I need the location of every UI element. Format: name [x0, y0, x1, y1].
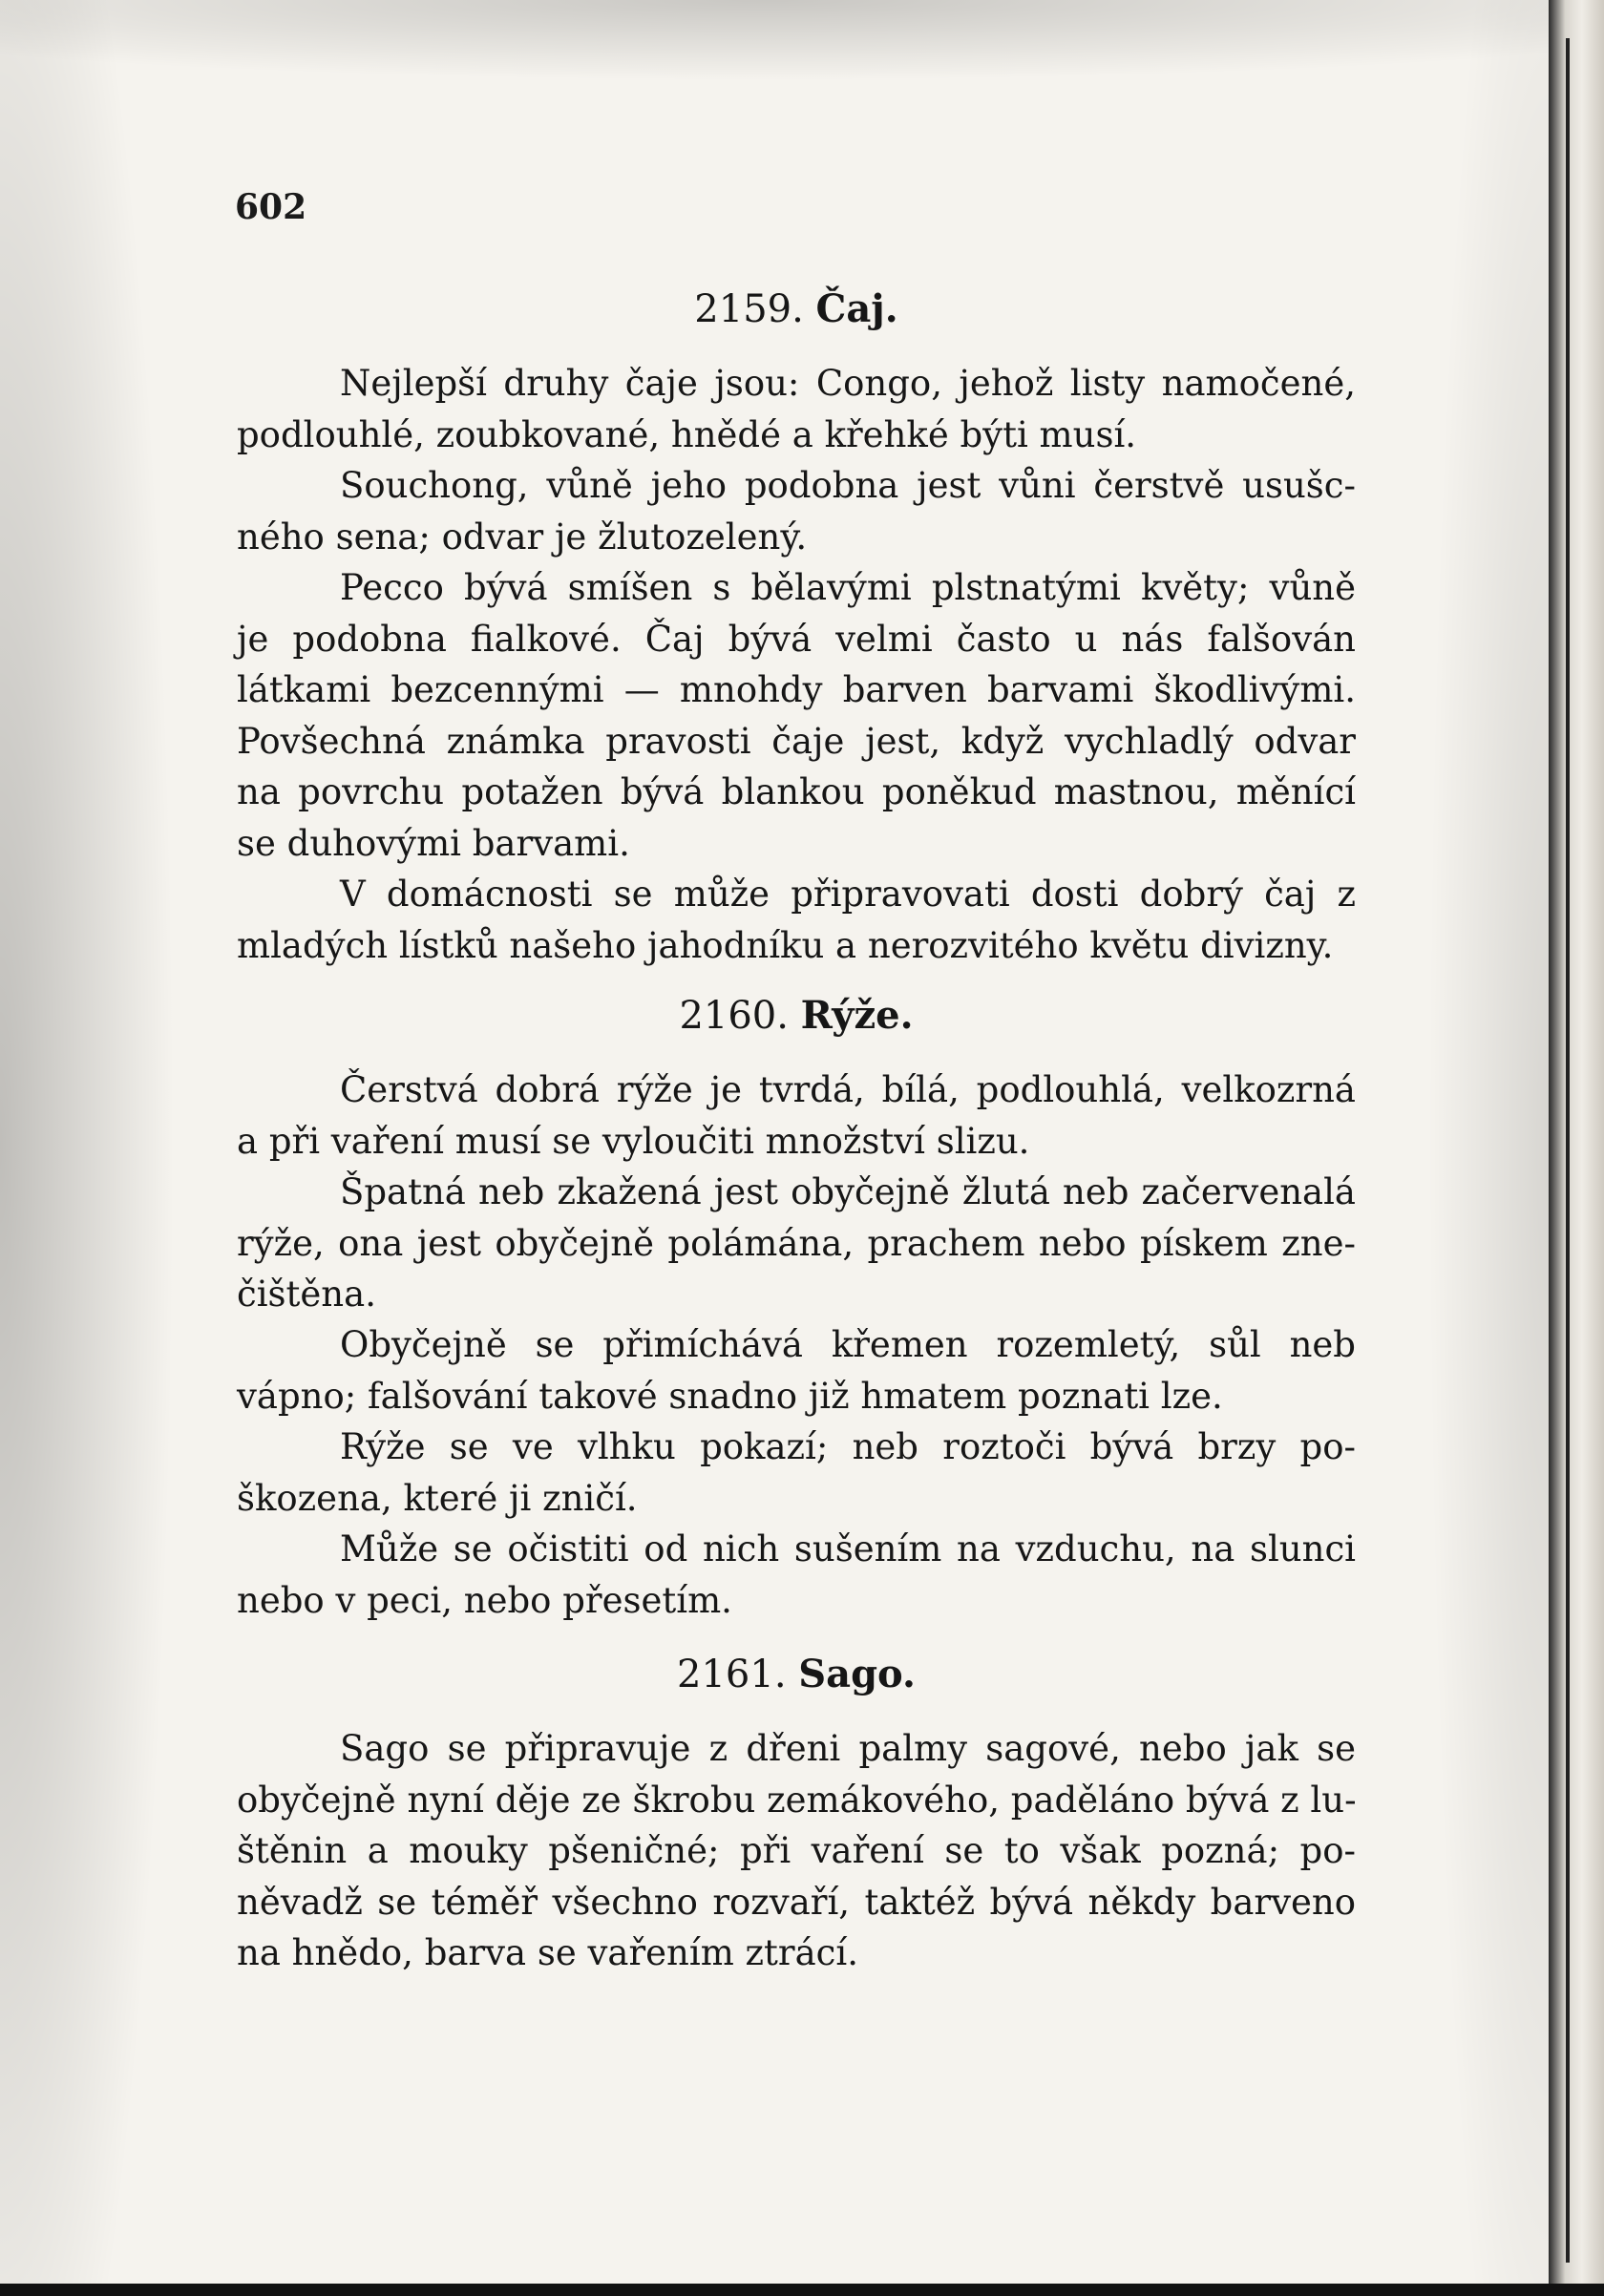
text-line: Pecco bývá smíšen s bělavými plstnatými květy; vůně — [340, 567, 1356, 608]
text-line: škozena, které ji zničí. — [237, 1477, 638, 1519]
paragraph — [237, 562, 1356, 869]
text-line: na hnědo, barva se vařením ztrácí. — [237, 1932, 858, 1973]
text-line: Obyčejně se přimíchává křemen rozemletý, sůl neb — [340, 1324, 1356, 1365]
text-line: Sago se připravuje z dřeni palmy sagové, nebo jak se — [340, 1728, 1356, 1769]
text-line: látkami bezcennými — mnohdy barven barvami škodlivými. — [237, 669, 1356, 710]
text-line: ného sena; odvar je žlutozelený. — [237, 516, 808, 558]
text-line: se duhovými barvami. — [237, 822, 630, 864]
text-line: Souchong, vůně jeho podobna jest vůni čerstvě usušc- — [340, 465, 1356, 506]
text-line: je podobna fialkové. Čaj bývá velmi často u nás falšován — [237, 618, 1356, 660]
section-heading-2160 — [237, 993, 1356, 1038]
text-line: rýže, ona jest obyčejně polámána, prachem nebo pískem zne- — [237, 1222, 1356, 1264]
section-title: Čaj. — [815, 286, 898, 331]
page-edge-bottom — [0, 2284, 1604, 2296]
text-line: podlouhlé, zoubkované, hnědé a křehké býti musí. — [237, 413, 1137, 455]
section-heading-2161 — [237, 1652, 1356, 1696]
text-line: štěnin a mouky pšeničné; při vaření se to však pozná; po- — [237, 1830, 1356, 1871]
paragraph — [237, 869, 1356, 971]
paragraph — [237, 1422, 1356, 1524]
paragraph — [237, 460, 1356, 562]
text-line: něvadž se téměř všechno rozvaří, taktéž bývá někdy barveno — [237, 1881, 1356, 1923]
paragraph — [237, 1319, 1356, 1422]
section-number: 2160. — [679, 994, 789, 1038]
text-line: a při vaření musí se vyloučiti množství slizu. — [237, 1120, 1030, 1162]
paragraph — [237, 358, 1356, 460]
text-line: mladých lístků našeho jahodníku a nerozvitého květu divizny. — [237, 924, 1334, 966]
text-line: Čerstvá dobrá rýže je tvrdá, bílá, podlouhlá, velkozrná — [340, 1069, 1356, 1110]
section-number: 2161. — [677, 1653, 787, 1696]
text-line: na povrchu potažen bývá blankou poněkud mastnou, měnící — [237, 771, 1356, 812]
text-line: čištěna. — [237, 1274, 376, 1315]
text-line: nebo v peci, nebo přesetím. — [237, 1579, 732, 1621]
text-line: Špatná neb zkažená jest obyčejně žlutá neb začervenalá — [340, 1171, 1356, 1212]
page-edge-right — [1549, 0, 1604, 2296]
text-line: obyčejně nyní děje ze škrobu zemákového, paděláno bývá z lu- — [237, 1779, 1357, 1821]
text-line: Rýže se ve vlhku pokazí; neb roztoči bývá brzy po- — [340, 1426, 1356, 1467]
section-heading-2159 — [237, 286, 1356, 331]
paragraph — [237, 1524, 1356, 1626]
paragraph — [237, 1167, 1356, 1320]
text-line: Nejlepší druhy čaje jsou: Congo, jehož listy namočené, — [340, 363, 1356, 404]
section-number: 2159. — [694, 287, 804, 331]
section-title: Rýže. — [800, 993, 914, 1038]
paragraph — [237, 1723, 1356, 1979]
text-line: vápno; falšování takové snadno již hmatem poznati lze. — [237, 1375, 1223, 1417]
text-line: V domácnosti se může připravovati dosti dobrý čaj z — [340, 874, 1356, 915]
section-title: Sago. — [798, 1652, 916, 1696]
text-line: Povšechná známka pravosti čaje jest, když vychladlý odvar — [237, 720, 1356, 762]
page-number: 602 — [235, 187, 307, 227]
binding-rule — [1566, 38, 1570, 2263]
text-line: Může se očistiti od nich sušením na vzduchu, na slunci — [340, 1528, 1356, 1569]
paragraph — [237, 1064, 1356, 1167]
